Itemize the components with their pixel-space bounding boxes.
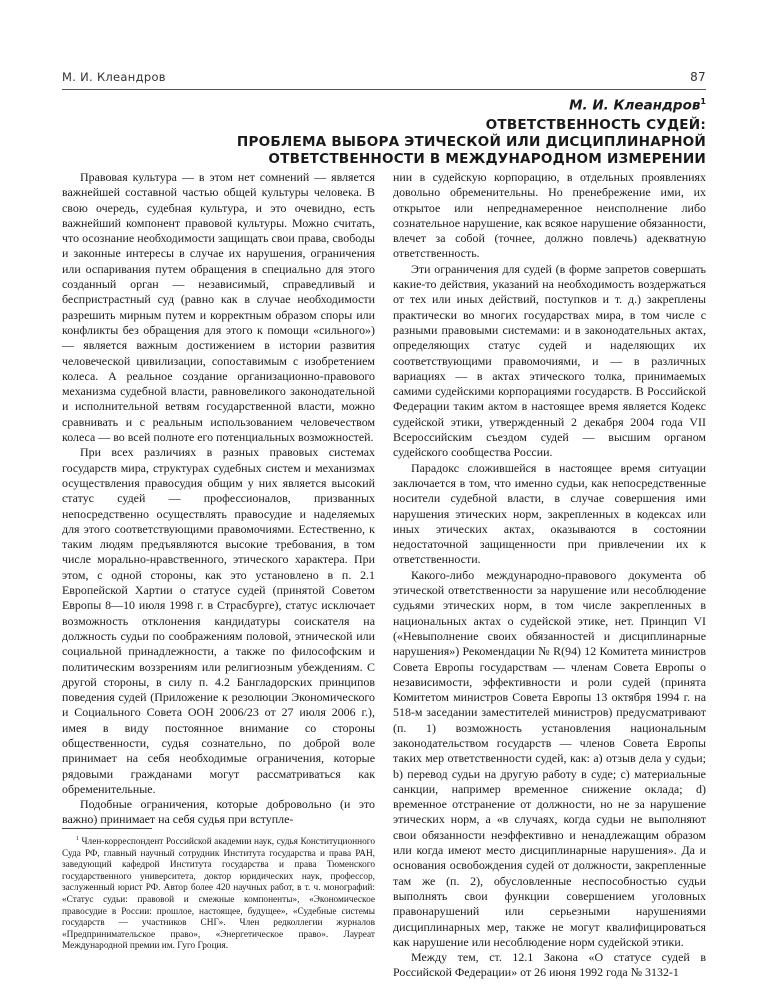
running-header — [62, 70, 706, 90]
paragraph: Подобные ограничения, которые добровольно (и это важно) принимает на себя судья при вступле- — [62, 797, 375, 827]
paragraph: Какого-либо международно-правового документа об этической ответственности за нарушение или несоблюдение судьями этических норм, в том числе закрепленных в национальных актах о судейской этике, нет. Принцип VI («Невыполнение своих обязанностей и дисциплинарные нарушения») Рекомендации № R(94) 12 Комитета министров Совета Европы государствам — членам Совета Европы о независимости, эффективности и роли судей (принята Комитетом министров Совета Европы 13 октября 1994 г. на 518-м заседании заместителей министров) предусматривают (п. 1) возможность установления национальным законодательством государств — членов Совета Европы таких мер ответственности судей, как: a) отзыв дела у судьи; b) перевод судьи на другую работу в суде; c) материальные санкции, например временное снижение оклада; d) временное отстранение от должности, но не за нарушение этических норм, а «в случаях, когда судьи не выполняют свои обязанности неэффективно и ненадлежащим образом или когда имеют место дисциплинарные нарушения». Да и основания освобождения судей от должности, закрепленные там же (п. 2), обусловленные неспособностью судьи выполнять свои функции совершением уголовных правонарушений или серьезными нарушениями дисциплинарных мер, также не могут квалифицироваться как нарушение или несоблюдение норм судейской этики. — [393, 567, 706, 949]
running-author: М. И. Клеандров — [62, 70, 166, 84]
title-line: ОТВЕТСТВЕННОСТИ В МЕЖДУНАРОДНОМ ИЗМЕРЕНИИ — [268, 151, 706, 168]
author-name: М. И. Клеандров — [569, 97, 701, 114]
footnote-mark: 1 — [76, 836, 79, 842]
header-rule — [62, 89, 706, 90]
paragraph: нии в судейскую корпорацию, в отдельных проявлениях довольно обременительны. Но пренебрежение ими, их открытое или непреднамеренное неисполнение либо сознательное нарушение, как всякое нарушение обязанности, влечет за собой (точнее, должно повлечь) адекватную ответственность. — [393, 170, 706, 261]
article-title — [146, 117, 706, 169]
title-line: ПРОБЛЕМА ВЫБОРА ЭТИЧЕСКОЙ ИЛИ ДИСЦИПЛИНАРНОЙ — [236, 134, 706, 151]
article-author — [569, 97, 706, 114]
right-column — [393, 170, 706, 981]
paragraph: Между тем, ст. 12.1 Закона «О статусе судей в Российской Федерации» от 26 июня 1992 года № 3132-1 — [393, 950, 706, 980]
left-column — [62, 170, 375, 828]
footnote-text: Член-корреспондент Российской академии наук, судья Конституционного Суда РФ, главный научный сотрудник Института государства и права РАН, заведующий кафедрой Института государства и права Тюменского государственного университета, доктор юридических наук, профессор, заслуженный юрист РФ. Автор более 420 научных работ, в т. ч. монографий: «Статус судьи: правовой и смежные компоненты», «Экономическое правосудие в России: прошлое, настоящее, будущее», «Судебные системы государств — участников СНГ». Член редколлегии журналов «Предпринимательское право», «Энергетическое право». Лауреат Международной премии им. Гуго Гроция. — [62, 837, 375, 952]
page-number: 87 — [690, 70, 706, 84]
paragraph: Парадокс сложившейся в настоящее время ситуации заключается в том, что именно судьи, как непосредственные носители судебной власти, в случае совершения ими нарушения этических норм, закрепленных в кодексах или иных этических актах, оказываются в состоянии недостаточной защищенности при привлечении их к ответственности. — [393, 460, 706, 567]
paragraph: Эти ограничения для судей (в форме запретов совершать какие-то действия, указаний на необходимость воздержаться от тех или иных действий, поступков и т. д.) закреплены практически во многих государствах мира, в том числе с разными правовыми системами: и в законодательных актах, определяющих статус судей и наделяющих их соответствующими правомочиями, и — в различных вариациях — в актах этического толка, принимаемых самими судейскими корпорациями государств. В Российской Федерации таким актом в настоящее время является Кодекс судейской этики, утвержденный 2 декабря 2004 года VII Всероссийским съездом судей — высшим органом судейского сообщества России. — [393, 261, 706, 460]
author-footnote-mark: 1 — [700, 97, 706, 106]
paragraph: При всех различиях в разных правовых системах государств мира, структурах судебных систем и механизмах осуществления правосудия общим у них является высокий статус судей — профессионалов, призванных непосредственно осуществлять правосудие и наделяемых для этого соответствующими правомочиями. Естественно, к таким людям предъявляются высокие требования, в том числе морально-нравственного, этического характера. При этом, с одной стороны, как это установлено в п. 2.1 Европейской Хартии о статусе судей (принятой Советом Европы 8—10 июля 1998 г. в Страсбурге), статус исключает возможность отклонения кандидатуры соискателя на должность судьи по соображениям половой, этнической или социальной принадлежности, а также по философским и политическим воззрениям или религиозным убеждениям. С другой стороны, в силу п. 4.2 Бангладорских принципов поведения судей (Приложение к резолюции Экономического и Социального Совета ООН 2006/23 от 27 июля 2006 г.), имея в виду постоянное внимание со стороны общественности, судья сознательно, по доброй воле принимает на себя необходимые ограничения, которые рядовыми гражданами могут рассматриваться как обременительные. — [62, 445, 375, 796]
paragraph: Правовая культура — в этом нет сомнений — является важнейшей составной частью общей культуры человека. В свою очередь, судебная культура, и это очевидно, есть важнейший компонент правовой культуры. Можно считать, что осознание необходимости защищать свои права, свободы и законные интересы в случае их нарушения, ограничения или оспаривания путем обращения в специально для этого созданный орган — независимый, справедливый и беспристрастный суд (равно как в случае необходимости разрешить мирным путем и корректным образом споры или конфликты без обращения для этого к помощи «сильного») — является важным достижением в истории развития человеческой цивилизации, сопоставимым с изобретением колеса. А реальное создание организационно-правового механизма судебной власти, равновеликого законодательной и исполнительной ветвям государственной власти, можно сравнивать и с реальным использованием человечеством колеса — во всей полноте его потенциальных возможностей. — [62, 170, 375, 445]
footnote-rule — [62, 828, 152, 829]
title-line: ОТВЕТСТВЕННОСТЬ СУДЕЙ: — [485, 117, 706, 133]
footnote — [62, 834, 375, 953]
